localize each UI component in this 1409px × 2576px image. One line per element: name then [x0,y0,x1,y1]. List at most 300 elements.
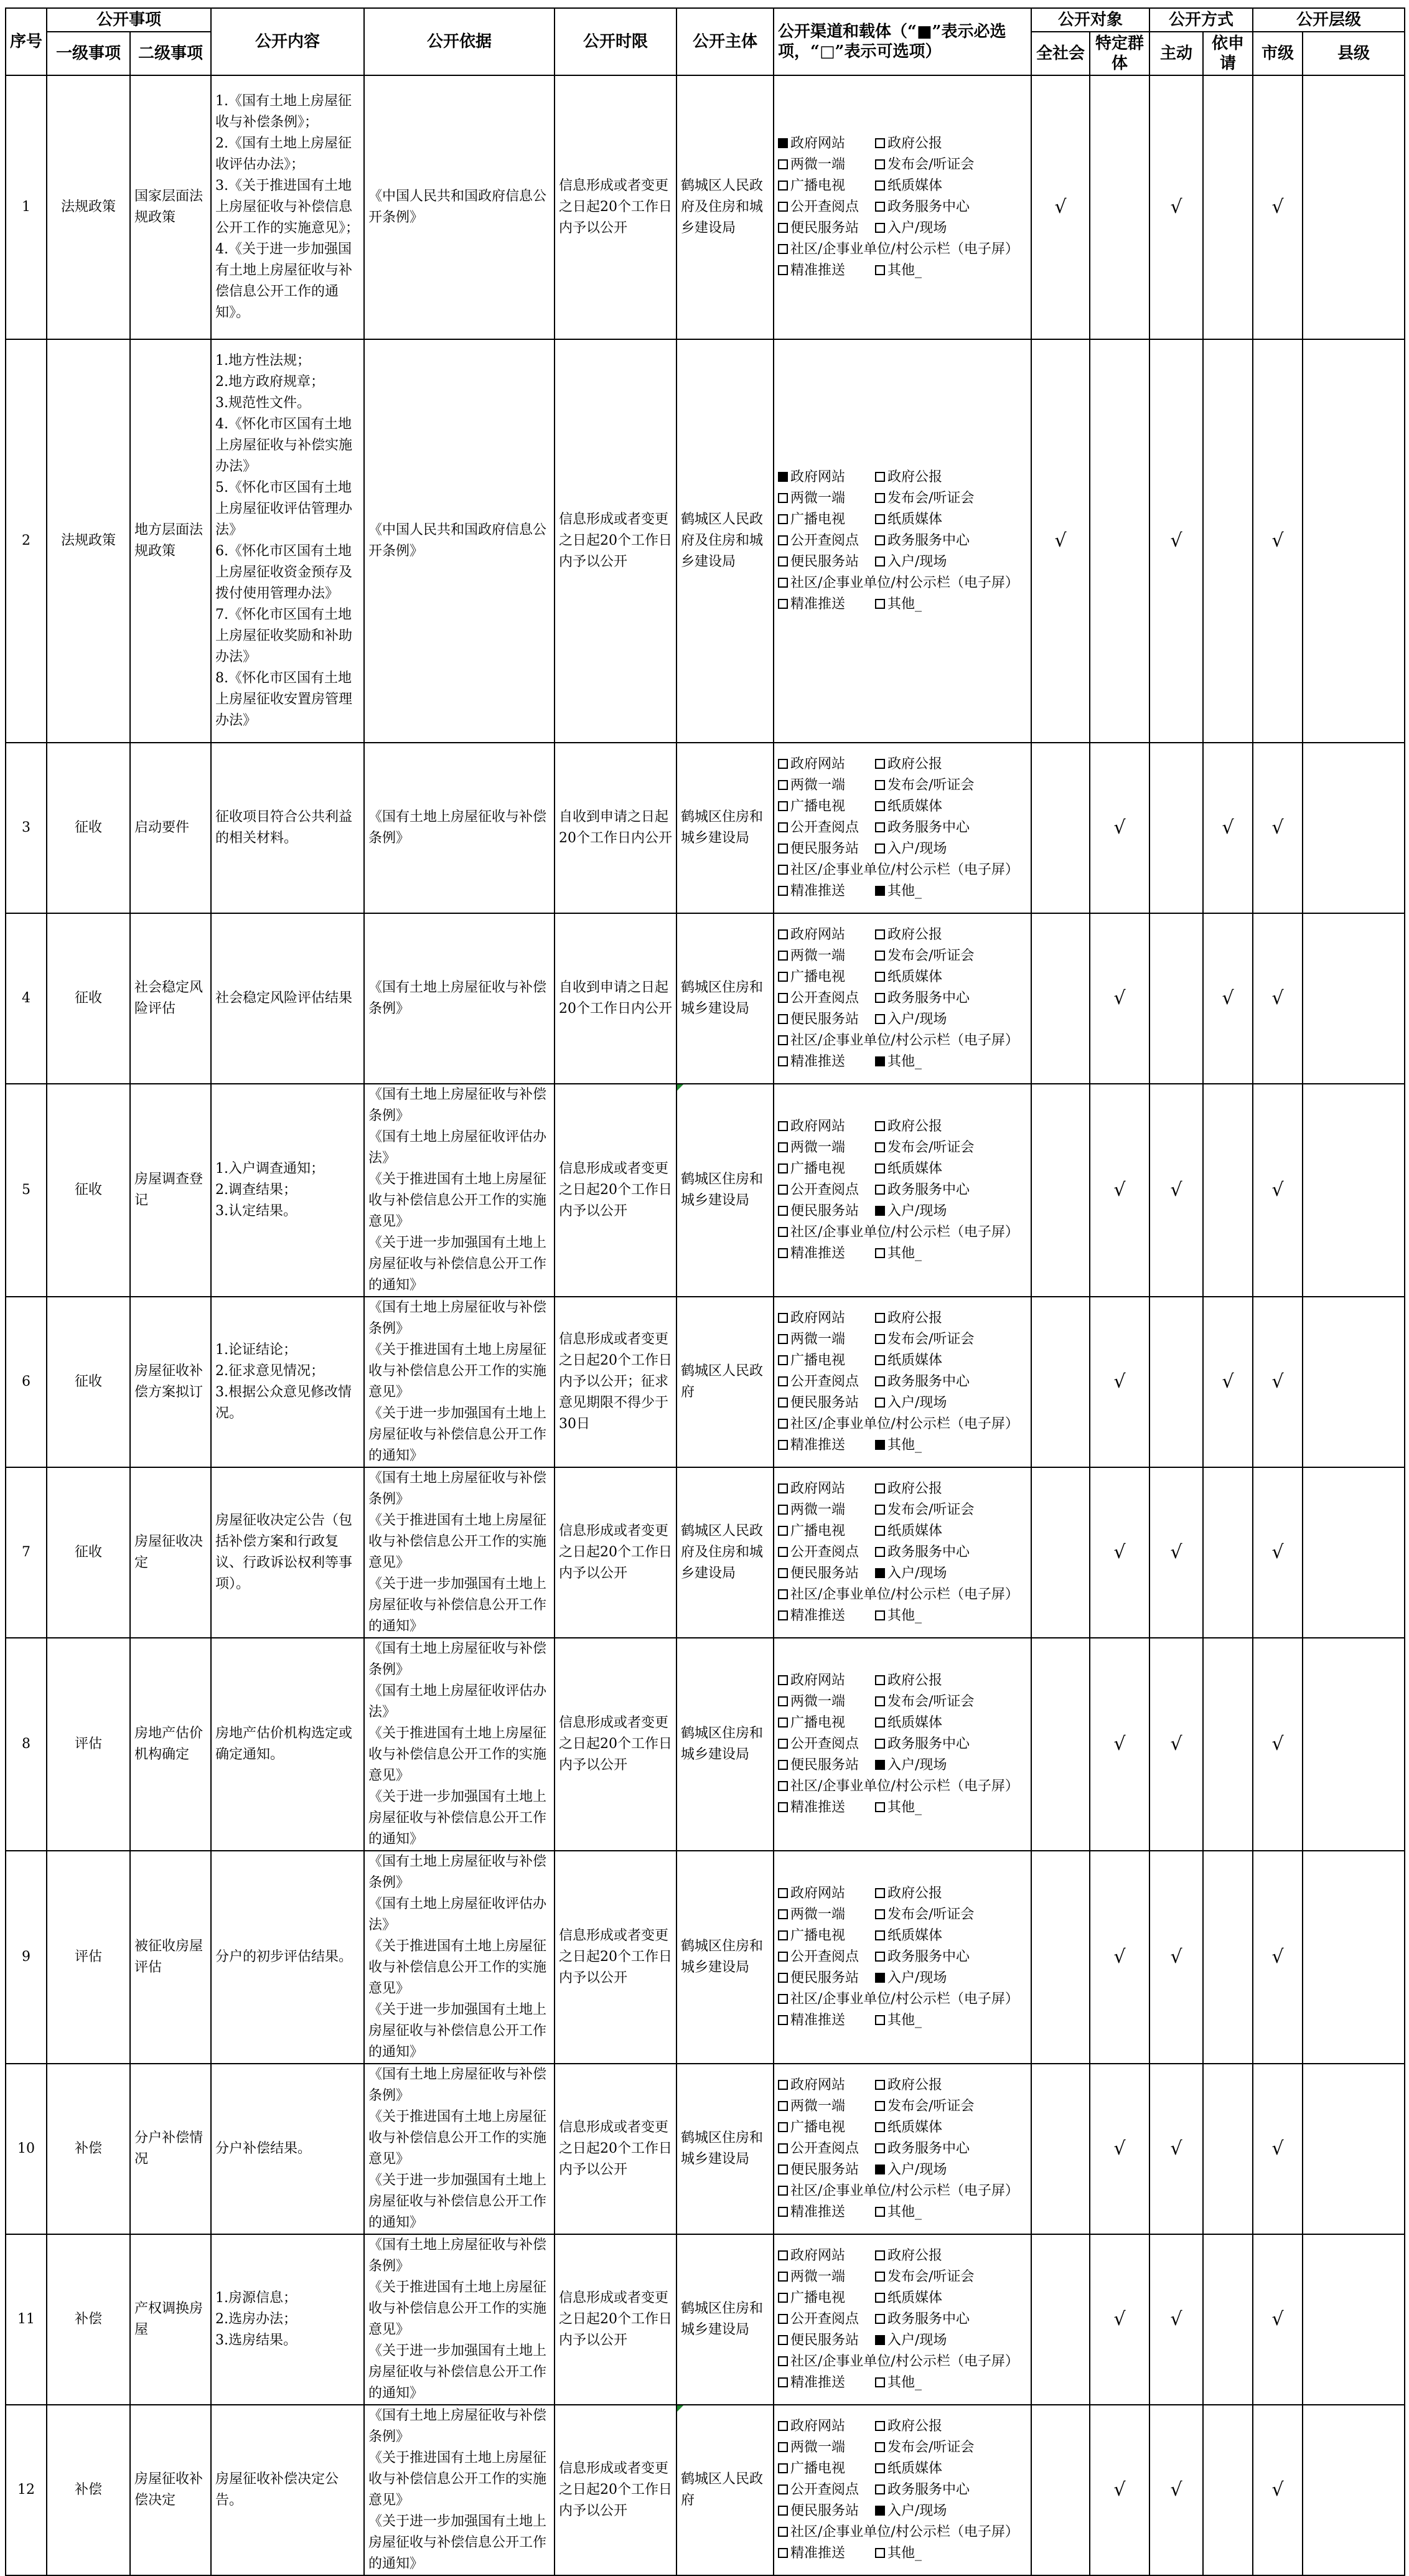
channel-label: 社区/企事业单位/村公示栏（电子屏） [790,575,1019,591]
cell-subject: 鹤城区住房和城乡建设局 [676,2234,774,2405]
channel-label: 纸质媒体 [887,512,943,527]
cell-basis-line: 《国有土地上房屋征收评估办法》 [368,1129,547,1166]
cell-basis-line: 《关于进一步加强国有土地上房屋征收与补偿信息公开工作的通知》 [368,1789,547,1847]
cell-basis-line: 《国有土地上房屋征收与补偿条例》 [368,2408,547,2445]
cell-method-active: √ [1149,339,1203,743]
channel-label: 广播电视 [790,799,846,814]
channel-label: 发布会/听证会 [887,491,975,506]
channel-label: 精准推送 [790,1800,846,1815]
empty-box-icon [875,2143,885,2153]
channel-label: 入户/现场 [887,1203,947,1219]
cell-basis-line: 《国有土地上房屋征收与补偿条例》 [368,1641,547,1678]
channel-options [778,1883,1027,2031]
channel-label: 便民服务站 [790,1012,859,1027]
cell-level-county [1303,2064,1405,2234]
channel-option-gazette [875,1883,1027,1904]
channel-option-press [875,775,1027,796]
cell-level-city: √ [1253,2405,1303,2575]
empty-box-icon [875,1930,885,1940]
channel-option-broadcast [778,1350,875,1371]
cell-basis-line: 《中国人民共和国政府信息公开条例》 [368,522,547,559]
channel-option-broadcast [778,2458,875,2480]
checked-box-icon [875,1056,885,1066]
channel-options [778,2416,1027,2564]
channel-label: 精准推送 [790,2545,846,2561]
channel-label: 社区/企事业单位/村公示栏（电子屏） [790,2183,1019,2199]
empty-box-icon [778,822,788,832]
cell-level1: 补偿 [47,2064,130,2234]
channel-option-paper [875,1350,1027,1371]
header-level2: 二级事项 [130,32,211,75]
empty-box-icon [875,2463,885,2473]
empty-box-icon [778,1163,788,1173]
cell-content-line: 房屋征收补偿决定公告。 [215,2471,339,2508]
channel-label: 政府公报 [887,2077,943,2093]
empty-box-icon [875,1505,885,1515]
table-row [6,743,1405,913]
empty-box-icon [778,1589,788,1599]
empty-box-icon [778,2272,788,2282]
channel-label: 入户/现场 [887,220,947,236]
channel-label: 政府公报 [887,2419,943,2434]
channel-option-household [875,2330,1027,2351]
empty-box-icon [875,1952,885,1962]
cell-method-apply: √ [1203,1297,1253,1467]
cell-channel [774,1851,1031,2064]
cell-method-apply: √ [1203,743,1253,913]
cell-object-all [1031,1851,1090,2064]
channel-option-broadcast [778,2117,875,2138]
cell-object-all [1031,1297,1090,1467]
channel-option-website [778,133,875,154]
channel-option-other [875,1051,1027,1073]
channel-option-press [875,946,1027,967]
cell-level-county [1303,913,1405,1084]
channel-option-other [875,2372,1027,2394]
table-row [6,339,1405,743]
cell-level2: 地方层面法规政策 [130,339,211,743]
empty-box-icon [778,202,788,212]
cell-seq: 4 [6,913,47,1084]
channel-label: 广播电视 [790,512,846,527]
channel-option-other [875,2543,1027,2564]
channel-label: 政府网站 [790,2419,846,2434]
cell-content-line: 征收项目符合公共利益的相关材料。 [215,809,353,846]
cell-content-line: 1.地方性法规； [215,353,311,369]
channel-label: 纸质媒体 [887,178,943,194]
cell-basis-line: 《国有土地上房屋征收评估办法》 [368,1683,547,1720]
empty-box-icon [875,1802,885,1812]
channel-label: 两微一端 [790,2099,846,2114]
channel-option-press [875,2267,1027,2288]
channel-option-household [875,839,1027,860]
empty-box-icon [875,1888,885,1898]
header-seq: 序号 [6,8,47,75]
cell-method-apply [1203,1851,1253,2064]
empty-box-icon [778,951,788,961]
cell-basis-line: 《关于进一步加强国有土地上房屋征收与补偿信息公开工作的通知》 [368,1235,547,1293]
empty-box-icon [778,1419,788,1429]
table-row [6,2234,1405,2405]
channel-label: 入户/现场 [887,2503,947,2519]
cell-time-limit: 信息形成或者变更之日起20个工作日内予以公开；征求意见期限不得少于30日 [555,1297,676,1467]
cell-method-active: √ [1149,2234,1203,2405]
channel-label: 公开查阅点 [790,1544,859,1560]
channel-option-service [875,817,1027,839]
cell-basis-line: 《关于进一步加强国有土地上房屋征收与补偿信息公开工作的通知》 [368,1576,547,1634]
empty-box-icon [778,181,788,190]
empty-box-icon [778,1739,788,1749]
channel-label: 发布会/听证会 [887,2269,975,2285]
channel-label: 纸质媒体 [887,2290,943,2306]
empty-box-icon [875,929,885,939]
cell-seq: 7 [6,1467,47,1638]
channel-label: 入户/现场 [887,841,947,857]
cell-seq: 8 [6,1638,47,1851]
cell-object-all [1031,913,1090,1084]
empty-box-icon [875,1248,885,1258]
channel-label: 两微一端 [790,778,846,793]
channel-option-query [778,1734,875,1755]
channel-option-community [778,239,1027,260]
empty-box-icon [778,2421,788,2431]
channel-option-query [778,1180,875,1201]
channel-option-query [778,988,875,1009]
cell-object-all: √ [1031,339,1090,743]
channel-label: 政府公报 [887,1310,943,1326]
checked-box-icon [875,1568,885,1578]
empty-box-icon [778,759,788,769]
cell-content [211,913,364,1084]
empty-box-icon [778,1035,788,1045]
cell-level-city: √ [1253,913,1303,1084]
cell-content-line: 社会稳定风险评估结果 [215,990,353,1006]
header-channel: 公开渠道和载体（“■”表示必选项，“□”表示可选项） [774,8,1031,75]
empty-box-icon [875,1398,885,1408]
cell-content-line: 3.《关于推进国有土地上房屋征收与补偿信息公开工作的实施意见》； [215,178,360,236]
cell-method-active [1149,913,1203,1084]
cell-level-county [1303,1297,1405,1467]
channel-label: 政府公报 [887,1886,943,1901]
channel-label: 发布会/听证会 [887,2099,975,2114]
channel-options [778,133,1027,281]
channel-label: 纸质媒体 [887,2120,943,2135]
channel-option-query [778,530,875,552]
channel-option-other [875,1435,1027,1456]
channel-option-community [778,860,1027,881]
empty-box-icon [875,780,885,790]
channel-option-service [875,1734,1027,1755]
channel-option-service [875,1180,1027,1201]
empty-box-icon [875,557,885,566]
cell-level-county [1303,339,1405,743]
channel-option-press [875,154,1027,176]
empty-box-icon [778,244,788,254]
channel-option-broadcast [778,967,875,988]
channel-label: 便民服务站 [790,1395,859,1411]
channel-label: 广播电视 [790,2461,846,2476]
channel-label: 政府网站 [790,1673,846,1688]
empty-box-icon [778,557,788,566]
header-object-all: 全社会 [1031,32,1090,75]
cell-subject: 鹤城区人民政府及住房和城乡建设局 [676,1467,774,1638]
channel-option-service [875,2480,1027,2501]
cell-channel [774,2064,1031,2234]
cell-subject: 鹤城区住房和城乡建设局 [676,743,774,913]
cell-object-specific: √ [1090,2064,1149,2234]
channel-option-website [778,2075,875,2096]
empty-box-icon [875,1909,885,1919]
channel-label: 社区/企事业单位/村公示栏（电子屏） [790,2354,1019,2369]
channel-label: 其他_ [887,2375,922,2390]
channel-label: 政府网站 [790,136,846,151]
cell-object-all [1031,2064,1090,2234]
channel-option-press [875,488,1027,509]
channel-options [778,754,1027,902]
channel-label: 两微一端 [790,2269,846,2285]
cell-time-limit: 信息形成或者变更之日起20个工作日内予以公开 [555,339,676,743]
channel-label: 政务服务中心 [887,2141,970,2156]
table-body [6,75,1405,2575]
cell-level-city: √ [1253,1467,1303,1638]
empty-box-icon [875,181,885,190]
cell-content [211,2405,364,2575]
cell-level2: 房屋征收决定 [130,1467,211,1638]
channel-option-other [875,260,1027,281]
empty-box-icon [778,1142,788,1152]
checked-box-icon [875,2335,885,2345]
cell-basis-line: 《国有土地上房屋征收与补偿条例》 [368,1854,547,1891]
channel-label: 入户/现场 [887,1970,947,1986]
cell-basis-line: 《关于进一步加强国有土地上房屋征收与补偿信息公开工作的通知》 [368,1406,547,1464]
channel-label: 公开查阅点 [790,820,859,835]
cell-level-county [1303,2234,1405,2405]
header-method: 公开方式 [1149,8,1253,32]
cell-method-apply [1203,339,1253,743]
cell-level2: 房屋调查登记 [130,1084,211,1297]
channel-option-other [875,881,1027,902]
channel-label: 广播电视 [790,2290,846,2306]
channel-label: 发布会/听证会 [887,157,975,172]
channel-option-paper [875,796,1027,817]
channel-label: 入户/现场 [887,2333,947,2348]
channel-option-precise [778,1051,875,1073]
channel-label: 社区/企事业单位/村公示栏（电子屏） [790,1416,1019,1432]
channel-label: 精准推送 [790,883,846,899]
cell-level-city: √ [1253,1297,1303,1467]
channel-option-query [778,1542,875,1563]
channel-option-paper [875,2458,1027,2480]
empty-box-icon [778,2484,788,2494]
empty-box-icon [875,2122,885,2132]
cell-basis-line: 《关于推进国有土地上房屋征收与补偿信息公开工作的实施意见》 [368,2109,547,2167]
channel-option-other [875,594,1027,615]
channel-label: 政府网站 [790,1119,846,1134]
channel-label: 精准推送 [790,2013,846,2028]
channel-label: 其他_ [887,1246,922,1261]
channel-option-community [778,1584,1027,1605]
channel-label: 便民服务站 [790,2333,859,2348]
channel-option-gazette [875,2075,1027,2096]
cell-content-line: 3.规范性文件。 [215,395,311,411]
cell-content [211,1638,364,1851]
channel-label: 广播电视 [790,1353,846,1368]
empty-box-icon [778,1014,788,1024]
cell-content-line: 7.《怀化市区国有土地上房屋征收奖励和补助办法》 [215,607,353,665]
empty-box-icon [875,514,885,524]
channel-label: 便民服务站 [790,1970,859,1986]
channel-options [778,467,1027,615]
cell-content [211,1084,364,1297]
channel-label: 便民服务站 [790,554,859,570]
cell-level2: 启动要件 [130,743,211,913]
cell-subject: 鹤城区人民政府及住房和城乡建设局 [676,75,774,339]
channel-label: 社区/企事业单位/村公示栏（电子屏） [790,2524,1019,2540]
cell-object-all [1031,2405,1090,2575]
cell-object-specific: √ [1090,913,1149,1084]
empty-box-icon [778,1206,788,1216]
cell-object-specific: √ [1090,2234,1149,2405]
cell-level-city: √ [1253,2234,1303,2405]
cell-subject: 鹤城区住房和城乡建设局 [676,2064,774,2234]
cell-basis-line: 《国有土地上房屋征收与补偿条例》 [368,2067,547,2104]
empty-box-icon [875,1313,885,1323]
cell-content-line: 房地产估价机构选定或确定通知。 [215,1726,353,1762]
empty-box-icon [778,2527,788,2537]
channel-option-paper [875,176,1027,197]
empty-box-icon [778,1994,788,2004]
empty-box-icon [778,2250,788,2260]
empty-box-icon [778,2015,788,2025]
channel-option-household [875,1563,1027,1584]
cell-level1: 评估 [47,1851,130,2064]
channel-option-website [778,1478,875,1500]
channel-label: 其他_ [887,1608,922,1624]
channel-option-two_micro [778,488,875,509]
cell-level1: 法规政策 [47,75,130,339]
cell-object-specific: √ [1090,1297,1149,1467]
channel-label: 公开查阅点 [790,1736,859,1752]
cell-basis [364,339,555,743]
cell-level1: 征收 [47,913,130,1084]
channel-option-website [778,754,875,775]
empty-box-icon [875,1163,885,1173]
channel-option-paper [875,967,1027,988]
channel-option-query [778,817,875,839]
empty-box-icon [875,2442,885,2452]
cell-seq: 12 [6,2405,47,2575]
channel-label: 广播电视 [790,969,846,985]
channel-label: 政务服务中心 [887,990,970,1006]
empty-box-icon [875,972,885,982]
channel-label: 便民服务站 [790,1757,859,1773]
channel-option-convenience [778,1968,875,1989]
empty-box-icon [778,801,788,811]
channel-label: 政务服务中心 [887,1182,970,1198]
cell-content-line: 6.《怀化市区国有土地上房屋征收资金预存及拨付使用管理办法》 [215,543,353,601]
cell-content [211,2234,364,2405]
channel-label: 入户/现场 [887,554,947,570]
empty-box-icon [875,2314,885,2324]
cell-level2: 被征收房屋评估 [130,1851,211,2064]
cell-time-limit: 信息形成或者变更之日起20个工作日内予以公开 [555,2234,676,2405]
cell-content-line: 4.《关于进一步加强国有土地上房屋征收与补偿信息公开工作的通知》。 [215,242,353,321]
cell-object-specific: √ [1090,743,1149,913]
channel-option-precise [778,594,875,615]
channel-option-community [778,1030,1027,1051]
empty-box-icon [778,2356,788,2366]
empty-box-icon [778,1696,788,1706]
cell-method-apply: √ [1203,913,1253,1084]
header-time-limit: 公开时限 [555,8,676,75]
channel-option-gazette [875,1670,1027,1691]
channel-option-precise [778,1435,875,1456]
channel-label: 精准推送 [790,1054,846,1069]
cell-object-all [1031,2234,1090,2405]
cell-method-active: √ [1149,1638,1203,1851]
checked-box-icon [875,1760,885,1770]
channel-option-broadcast [778,2288,875,2309]
cell-time-limit: 自收到申请之日起20个工作日内公开 [555,743,676,913]
channel-option-query [778,2480,875,2501]
empty-box-icon [875,2484,885,2494]
empty-box-icon [875,1718,885,1728]
empty-box-icon [875,1014,885,1024]
channel-label: 公开查阅点 [790,1374,859,1389]
cell-object-all [1031,1467,1090,1638]
channel-label: 政务服务中心 [887,2311,970,2327]
empty-box-icon [875,2101,885,2111]
cell-method-active: √ [1149,2405,1203,2575]
channel-label: 纸质媒体 [887,969,943,985]
cell-method-active [1149,1297,1203,1467]
channel-label: 政府网站 [790,1310,846,1326]
cell-method-apply [1203,75,1253,339]
channel-option-community [778,573,1027,594]
channel-label: 政府公报 [887,2248,943,2263]
cell-level1: 补偿 [47,2234,130,2405]
cell-object-specific: √ [1090,2405,1149,2575]
cell-object-specific [1090,75,1149,339]
channel-label: 政府公报 [887,469,943,485]
empty-box-icon [778,1760,788,1770]
cell-channel [774,1638,1031,1851]
empty-box-icon [778,1610,788,1620]
cell-content [211,2064,364,2234]
channel-option-two_micro [778,946,875,967]
channel-option-household [875,218,1027,239]
empty-box-icon [875,1334,885,1344]
channel-label: 两微一端 [790,948,846,964]
empty-box-icon [778,1547,788,1557]
channel-label: 两微一端 [790,491,846,506]
channel-option-household [875,1201,1027,1222]
cell-method-active: √ [1149,1084,1203,1297]
cell-content-line: 1.入户调查通知； [215,1161,325,1177]
cell-subject: 鹤城区住房和城乡建设局 [676,1084,774,1297]
channel-option-broadcast [778,176,875,197]
cell-content-line: 房屋征收决定公告（包括补偿方案和行政复议、行政诉讼权利等事项）。 [215,1513,353,1592]
empty-box-icon [875,993,885,1003]
cell-time-limit: 信息形成或者变更之日起20个工作日内予以公开 [555,1467,676,1638]
empty-box-icon [875,1696,885,1706]
channel-option-convenience [778,218,875,239]
empty-box-icon [778,2080,788,2090]
channel-label: 公开查阅点 [790,990,859,1006]
empty-box-icon [875,493,885,503]
empty-box-icon [778,1802,788,1812]
cell-method-apply [1203,2405,1253,2575]
